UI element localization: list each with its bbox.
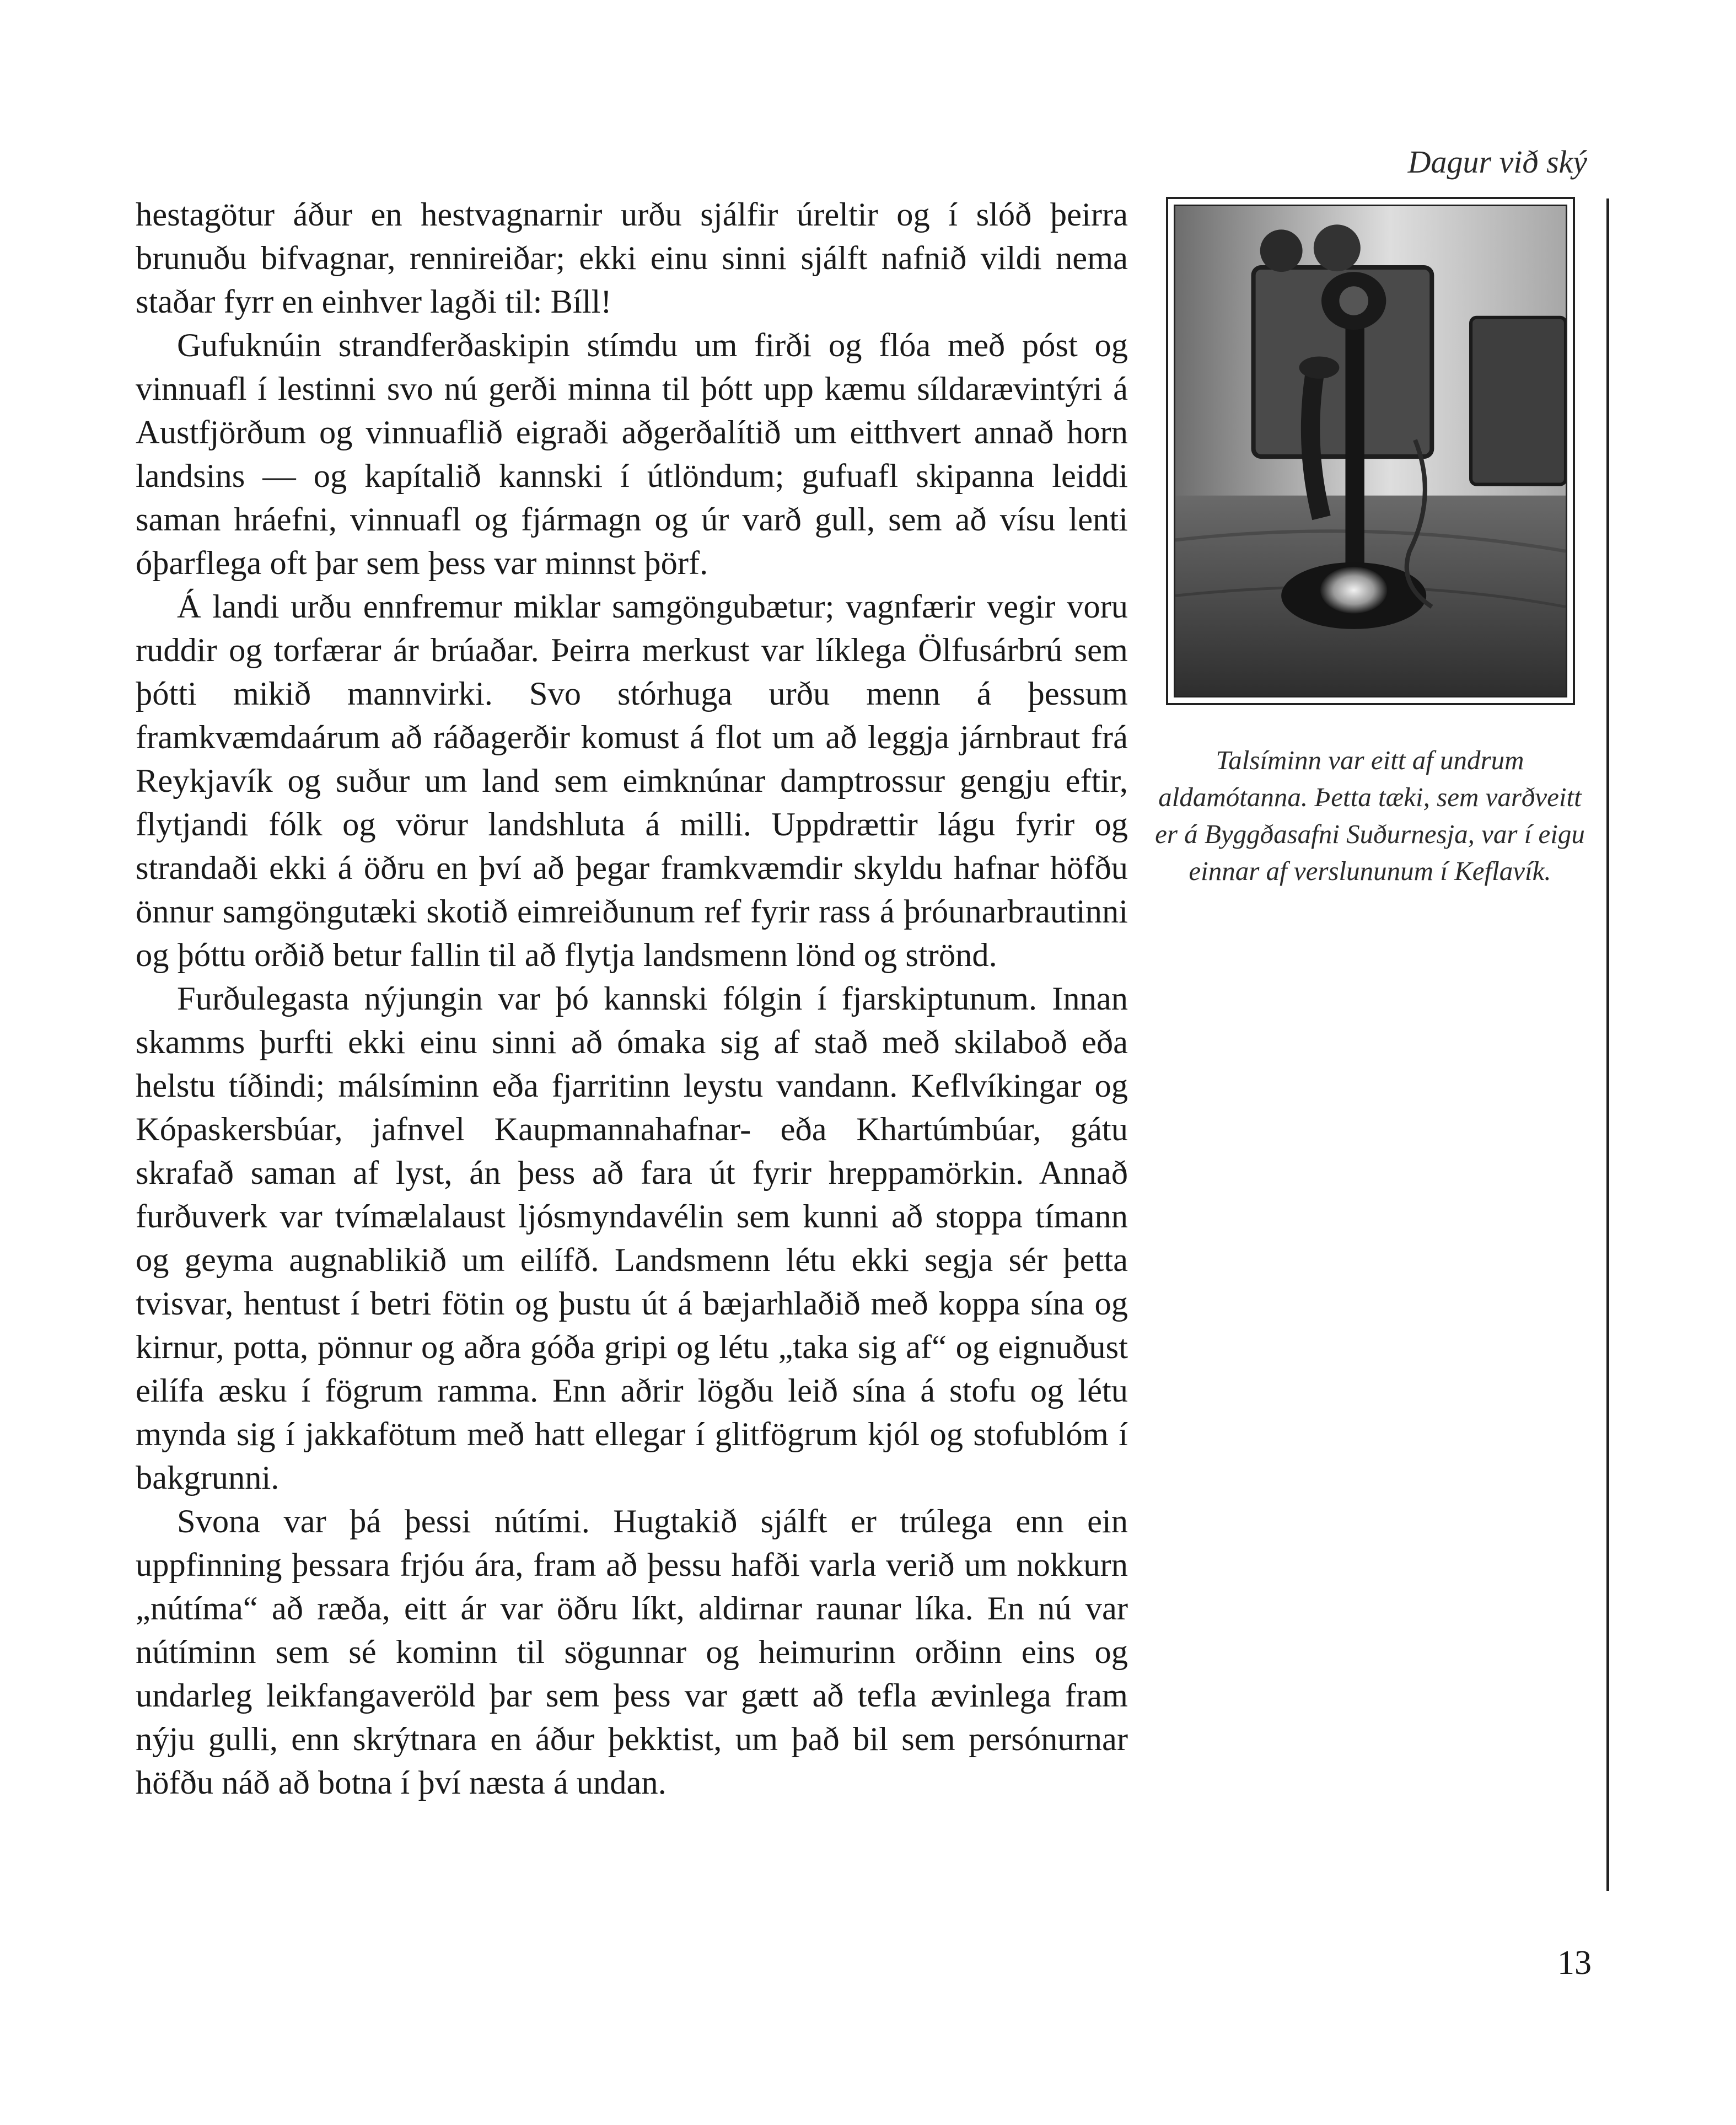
- paragraph: Á landi urðu ennfremur miklar samgöngubætur; vagnfærir vegir voru ruddir og torfærar ár brúaðar. Þeirra merkust var líklega Ölfusárbrú sem þótti mikið mannvirki. Svo stórhuga urðu menn á þessum framkvæmdaárum að ráðagerðir komust á flot um að leggja járnbraut frá Reykjavík og suður um land sem eimknúnar damptrossur gengju eftir, flytjandi fólk og vörur landshluta á milli. Uppdrættir lágu fyrir og strandaði ekki á öðru en því að þegar framkvæmdir skyldu hafnar höfðu önnur samgöngutæki skotið eimreiðunum ref fyrir rass á þróunarbrautinni og þóttu orðið betur fallin til að flytja landsmenn lönd og strönd.: [136, 588, 1128, 974]
- photo-frame: [1166, 197, 1575, 705]
- paragraph: hestagötur áður en hestvagnarnir urðu sjálfir úreltir og í slóð þeirra brunuðu bifvagnar, rennireiðar; ekki einu sinni sjálft nafnið vildi nema staðar fyrr en einhver lagði til: Bíll!: [136, 196, 1128, 320]
- paragraph: Svona var þá þessi nútími. Hugtakið sjálft er trúlega enn ein uppfinning þessara frjóu ára, fram að þessu hafði varla verið um nokkurn „nútíma“ að ræða, eitt ár var öðru líkt, aldirnar raunar líka. En nú var nútíminn sem sé kominn til sögunnar og heimurinn orðinn eins og undarleg leikfangaveröld þar sem þess var gætt að tefla ævinlega fram nýju gulli, enn skrýtnara en áður þekktist, um það bil sem persónurnar höfðu náð að botna í því næsta á undan.: [136, 1503, 1128, 1801]
- photo-caption: Talsíminn var eitt af undrum aldamótanna. Þetta tæki, sem varðveitt er á Byggðasafni Suðurnesja, var í eigu einnar af verslununum í Keflavík.: [1155, 745, 1585, 886]
- body-text: [136, 193, 1128, 1805]
- candlestick-telephone-image: [1175, 206, 1566, 696]
- telephone-photo: [1174, 205, 1567, 697]
- running-head: Dagur við ský: [1407, 144, 1587, 180]
- vertical-rule: [1606, 198, 1609, 1891]
- paragraph: Gufuknúin strandferðaskipin stímdu um firði og flóa með póst og vinnuafl í lestinni svo nú gerði minna til þótt upp kæmu síldarævintýri á Austfjörðum og vinnuaflið eigraði aðgerðalítið um eitthvert annað horn landsins — og kapítalið kannski í útlöndum; gufuafl skipanna leiddi saman hráefni, vinnuafl og fjármagn og úr varð gull, sem að vísu lenti óþarflega oft þar sem þess var minnst þörf.: [136, 327, 1128, 582]
- page-number: 13: [1557, 1944, 1592, 1982]
- paragraph: Furðulegasta nýjungin var þó kannski fólgin í fjarskiptunum. Innan skamms þurfti ekki einu sinni að ómaka sig af stað með skilaboð eða helstu tíðindi; málsíminn eða fjarritinn leystu vandann. Keflvíkingar og Kópaskersbúar, jafnvel Kaupmannahafnar- eða Khartúmbúar, gátu skrafað saman af lyst, án þess að fara út fyrir hreppamörkin. Annað furðuverk var tvímælalaust ljósmyndavélin sem kunni að stoppa tímann og geyma augnablikið um eilífð. Landsmenn létu ekki segja sér þetta tvisvar, hentust í betri fötin og þustu út á bæjarhlaðið með koppa sína og kirnur, potta, pönnur og aðra góða gripi og létu „taka sig af“ og eignuðust eilífa æsku í fögrum ramma. Enn aðrir lögðu leið sína á stofu og létu mynda sig í jakkafötum með hatt ellegar í glitfögrum kjól og stofublóm í bakgrunni.: [136, 980, 1128, 1496]
